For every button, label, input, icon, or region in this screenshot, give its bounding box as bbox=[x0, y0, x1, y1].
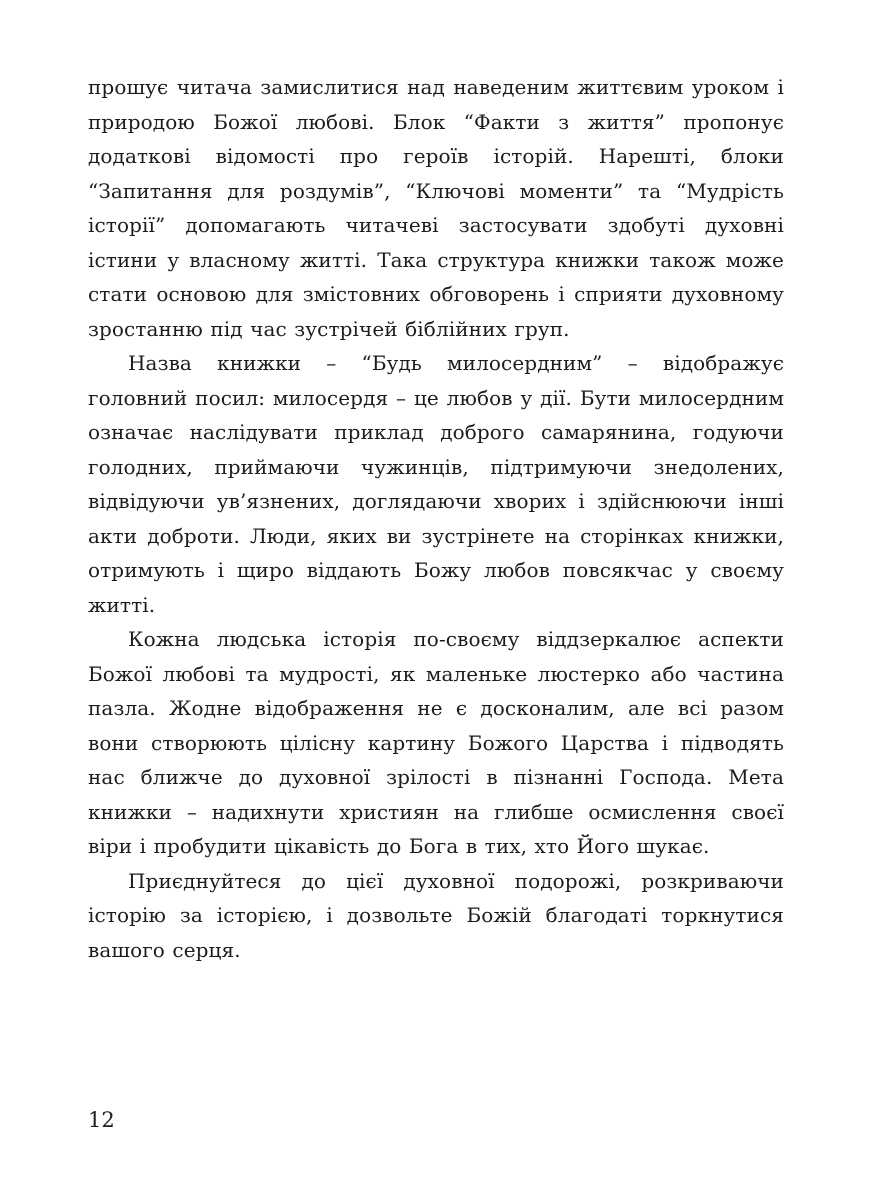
paragraph: Назва книжки – “Будь милосердним” – відображує головний посил: милосердя – це любов у дії. Бути милосердним означає наслідувати приклад доброго самарянина, годуючи голодних, приймаючи чужинців, підтримуючи знедолених, відвідуючи ув’язнених, доглядаючи хворих і здійснюючи інші акти доброти. Люди, яких ви зустрінете на сторінках книжки, отримують і щиро віддають Божу любов повсякчас у своєму житті. bbox=[88, 351, 784, 617]
paragraph: Приєднуйтеся до цієї духовної подорожі, розкриваючи історію за історією, і дозвольте Божій благодаті торкнутися вашого серця. bbox=[88, 868, 784, 962]
page-number: 12 bbox=[88, 1108, 115, 1132]
paragraph-continuation: прошує читача замислитися над наведеним життєвим уроком і природою Божої любові. Блок “Факти з життя” пропонує додаткові відомості про героїв історій. Нарешті, блоки “Запитання для роздумів”, “Ключові моменти” та “Мудрість історії” допомагають читачеві застосувати здобуті духовні істини у власному житті. Така структура книжки також може стати основою для змістовних обговорень і сприяти духовному зростанню під час зустрічей біблійних груп. bbox=[88, 75, 784, 341]
text-column bbox=[88, 70, 784, 967]
paragraph: Кожна людська історія по-своєму віддзеркалює аспекти Божої любові та мудрості, як маленьке люстерко або частина пазла. Жодне відображення не є досконалим, але всі разом вони створюють цілісну картину Божого Царства і підводять нас ближче до духовної зрілості в пізнанні Господа. Мета книжки – надихнути християн на глибше осмислення своєї віри і пробудити цікавість до Бога в тих, хто Його шукає. bbox=[88, 627, 784, 858]
